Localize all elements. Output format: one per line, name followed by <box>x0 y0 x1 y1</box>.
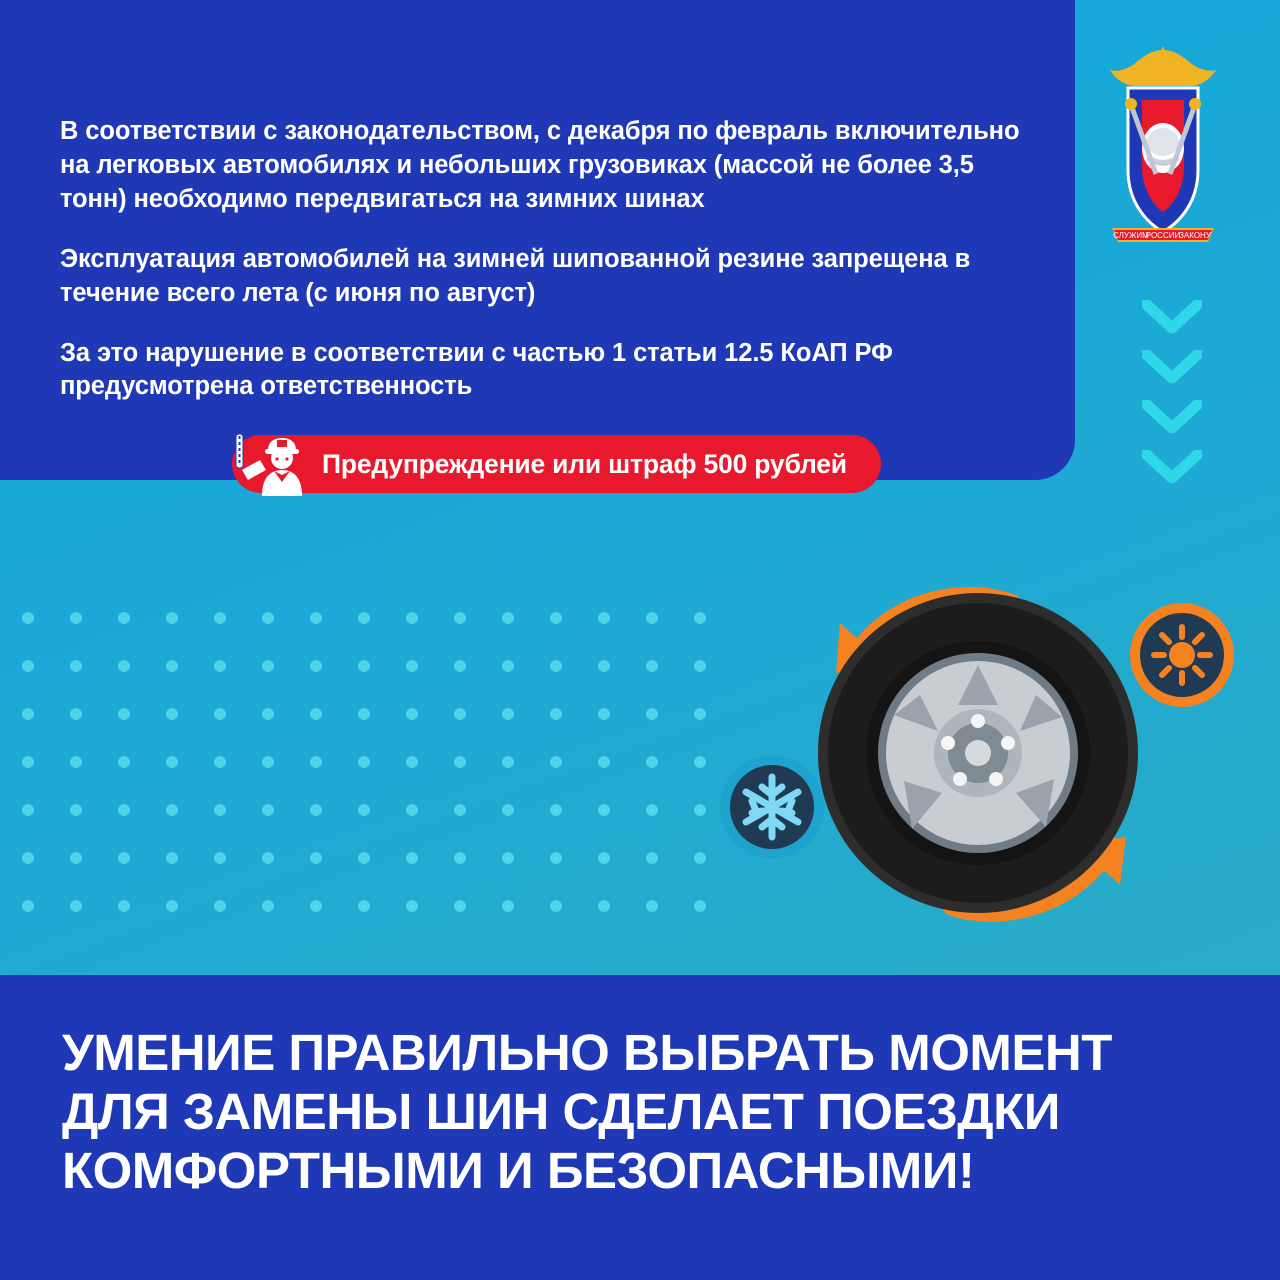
bottom-title-line-3: КОМФОРТНЫМИ И БЕЗОПАСНЫМИ! <box>62 1142 975 1200</box>
chevron-down-icon <box>1142 450 1202 484</box>
fine-badge-group <box>232 434 881 494</box>
bottom-title <box>62 1023 1222 1200</box>
info-paragraph-1: В соответствии с законодательством, с декабря по февраль включительно на легковых автомобилях и небольших грузовиках (массой не более 3,5 тонн) необходимо передвигаться на зимних шинах <box>60 117 1020 213</box>
info-paragraph-3: За это нарушение в соответствии с частью 1 статьи 12.5 КоАП РФ предусмотрена ответственность <box>60 338 893 401</box>
fine-badge-label: Предупреждение или штраф 500 рублей <box>322 448 847 479</box>
tire-icon <box>823 598 1133 908</box>
bottom-banner <box>0 975 1280 1280</box>
emblem-motto-left: СЛУЖИМ <box>1113 231 1149 240</box>
chevron-down-icon <box>1142 350 1202 384</box>
fine-badge <box>232 435 881 493</box>
chevron-stack <box>1142 300 1202 484</box>
emblem-motto-right: ЗАКОНУ <box>1179 231 1211 240</box>
info-paragraph-2: Эксплуатация автомобилей на зимней шипованной резине запрещена в течение всего лета (с июня по август) <box>60 244 971 307</box>
emblem-motto-mid: РОССИИ <box>1145 231 1181 240</box>
chevron-down-icon <box>1142 300 1202 334</box>
bottom-title-line-1: УМЕНИЕ ПРАВИЛЬНО ВЫБРАТЬ МОМЕНТ <box>62 1024 1112 1081</box>
police-officer-icon <box>232 430 328 498</box>
mvd-emblem-icon <box>1104 42 1222 242</box>
bottom-title-line-2: ДЛЯ ЗАМЕНЫ ШИН СДЕЛАЕТ ПОЕЗДКИ <box>62 1083 1060 1141</box>
chevron-down-icon <box>1142 400 1202 434</box>
dot-grid-decoration <box>22 612 742 912</box>
info-card <box>0 85 1070 448</box>
tire-illustration <box>690 545 1260 975</box>
